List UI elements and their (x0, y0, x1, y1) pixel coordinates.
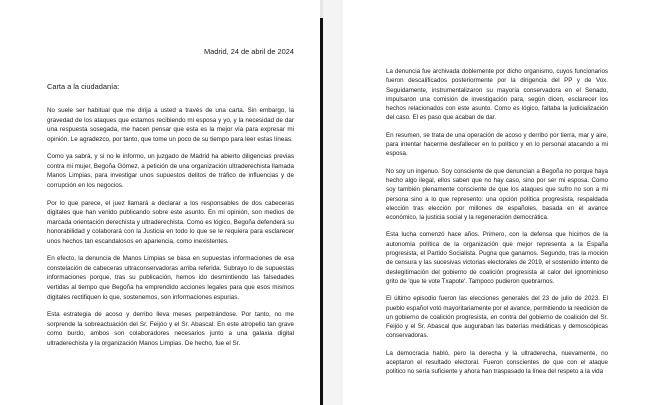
letter-date: Madrid, 24 de abril de 2024 (204, 47, 294, 56)
paragraph: Por lo que parece, el juez llamará a declarar a los responsables de dos cabeceras digitales que han venido publicando sobre este asunto. En mi opinión, son medios de marcada orientación derechista y ultraderechista. Como es lógico, Begoña defenderá su honorabilidad y colaborará con la Justicia en todo lo que se le requiera para esclarecer unos hechos tan escandalosos en apariencia, como inexistentes. (47, 199, 294, 245)
paragraph: No suele ser habitual que me dirija a usted a través de una carta. Sin embargo, la gravedad de los ataques que estamos recibiendo mi esposa y yo, y la necesidad de dar una respuesta sosegada, me hacen pensar que esta es la mejor vía para expresar mi opinión. Le agradezco, por tanto, que tome un poco de su tiempo para leer estas líneas. (47, 107, 294, 143)
paragraph: Esta lucha comenzó hace años. Primero, con la defensa que hicimos de la autonomía política de la organización que mejor representa a la España progresista, el Partido Socialista. Pugna que ganamos. Segundo, tras la moción de censura y las sucesivas victorias electorales de 2019, el sostenido intento de deslegitimación del gobierno de coalición progresista al calor del ignominioso grito de 'que te vote Txapote'. Tampoco pudieron quebrarnos. (386, 231, 608, 285)
paragraph: El último episodio fueron las elecciones generales del 23 de julio de 2023. El pueblo español votó mayoritariamente por el avance, permitiendo la reedición de un gobierno de coalición progresista, en contra del gobierno de coalición del Sr. Feijóo y el Sr. Abascal que auguraban las baterías mediáticas y demoscópicas conservadoras. (386, 295, 608, 340)
paragraph: La denuncia fue archivada doblemente por dicho organismo, cuyos funcionarios fueron descalificados posteriormente por la dirigencia del PP y de Vox. Seguidamente, instrumentalizaron su mayoría conservadora en el Senado, impulsaron una comisión de investigación para, según dicen, esclarecer los hechos relacionados con este asunto. Como es lógico, faltaba la judicialización del caso. El es paso que acaban de dar. (386, 68, 608, 122)
letter-page-1 (0, 0, 320, 405)
paragraph: Esta estrategia de acoso y derribo lleva meses perpetrándose. Por tanto, no me sorprende la sobreactuación del Sr. Feijóo y el Sr. Abascal. En este atropello tan grave como burdo, ambos son colaboradores necesarios junto a una galaxia digital ultraderechista y la organización Manos Limpias. De hecho, fue el Sr. (47, 311, 294, 347)
paragraph: En efecto, la denuncia de Manos Limpias se basa en supuestas informaciones de esa constelación de cabeceras ultraconservadoras arriba referida. Subrayo lo de supuestas informaciones porque, tras su publicación, hemos ido desmintiendo las falsedades vertidas al tiempo que Begoña ha emprendido acciones legales para que esos mismos digitales rectifiquen lo que, sostenemos, son informaciones espurias. (47, 255, 294, 301)
paragraph: Como ya sabrá, y si no le informo, un juzgado de Madrid ha abierto diligencias previas contra mi mujer, Begoña Gómez, a petición de una organización ultraderechista llamada Manos Limpias, para investigar unos supuestos delitos de tráfico de influencias y de corrupción en los negocios. (47, 153, 294, 189)
page-gap (323, 0, 343, 405)
paragraph: No soy un ingenuo. Soy consciente de que denuncian a Begoña no porque haya hecho algo ilegal, ellos saben que no hay caso, sino por ser mi esposa. Como soy también plenamente consciente de que los ataques que sufro no son a mi persona sino a lo que represento: una opción política progresista, respaldada elección tras elección por millones de españoles, basada en el avance económico, la justicia social y la regeneración democrática. (386, 167, 608, 222)
paragraph: En resumen, se trata de una operación de acoso y derribo por tierra, mar y aire, para intentar hacerme desfallecer en lo político y en lo personal atacando a mi esposa. (386, 131, 608, 158)
letter-salutation: Carta a la ciudadanía: (47, 82, 120, 91)
paragraph: La democracia habló, pero la derecha y la ultraderecha, nuevamente, no aceptaron el resultado electoral. Fueron conscientes de que con el ataque político no sería suficiente y ahora han traspasado la línea del respeto a la vida (386, 349, 608, 376)
letter-page-2 (343, 0, 648, 405)
